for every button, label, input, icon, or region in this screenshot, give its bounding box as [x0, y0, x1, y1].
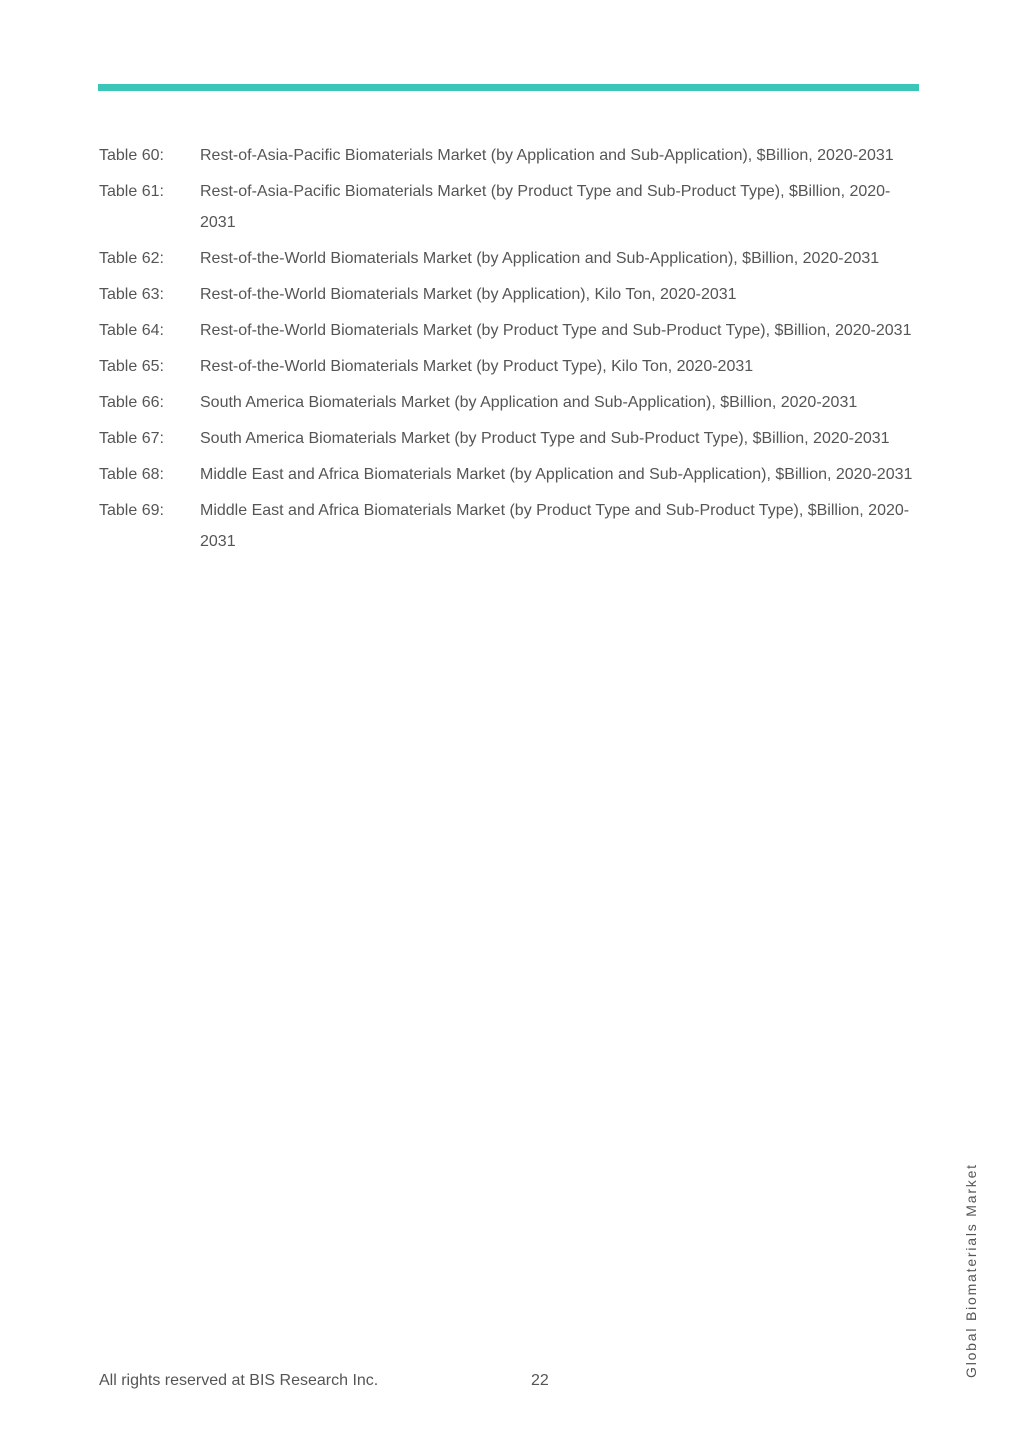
table-title: Rest-of-Asia-Pacific Biomaterials Market (by Application and Sub-Application), $Billion, 2020-2031 [200, 147, 894, 164]
table-title: Rest-of-the-World Biomaterials Market (by Product Type and Sub-Product Type), $Billion, 2020-2031 [200, 322, 912, 339]
toc-entry [99, 243, 921, 274]
table-title: Rest-of-Asia-Pacific Biomaterials Market (by Product Type and Sub-Product Type), $Billion, 2020-2031 [200, 183, 891, 231]
table-title: Middle East and Africa Biomaterials Market (by Product Type and Sub-Product Type), $Billion, 2020-2031 [200, 502, 910, 550]
header-accent-rule [98, 84, 919, 91]
toc-entry [99, 459, 921, 490]
side-report-title: Global Biomaterials Market [963, 1163, 979, 1378]
toc-entry [99, 315, 921, 346]
list-of-tables [99, 140, 921, 562]
table-number: Table 67: [99, 430, 164, 447]
toc-entry [99, 140, 921, 171]
page-number: 22 [531, 1372, 549, 1389]
table-number: Table 68: [99, 466, 164, 483]
table-number: Table 66: [99, 394, 164, 411]
table-number: Table 62: [99, 250, 164, 267]
toc-entry [99, 387, 921, 418]
table-title: Rest-of-the-World Biomaterials Market (by Application and Sub-Application), $Billion, 2020-2031 [200, 250, 880, 267]
table-title: South America Biomaterials Market (by Product Type and Sub-Product Type), $Billion, 2020-2031 [200, 430, 890, 447]
table-number: Table 61: [99, 183, 164, 200]
table-number: Table 64: [99, 322, 164, 339]
toc-entry [99, 176, 921, 238]
toc-entry [99, 423, 921, 454]
table-title: Rest-of-the-World Biomaterials Market (by Product Type), Kilo Ton, 2020-2031 [200, 358, 754, 375]
table-number: Table 63: [99, 286, 164, 303]
table-title: Middle East and Africa Biomaterials Market (by Application and Sub-Application), $Billion, 2020-2031 [200, 466, 913, 483]
table-title: South America Biomaterials Market (by Application and Sub-Application), $Billion, 2020-2031 [200, 394, 858, 411]
table-number: Table 60: [99, 147, 164, 164]
table-number: Table 69: [99, 502, 164, 519]
footer-copyright: All rights reserved at BIS Research Inc. [99, 1372, 379, 1389]
toc-entry [99, 495, 921, 557]
table-title: Rest-of-the-World Biomaterials Market (by Application), Kilo Ton, 2020-2031 [200, 286, 737, 303]
toc-entry [99, 279, 921, 310]
table-number: Table 65: [99, 358, 164, 375]
toc-entry [99, 351, 921, 382]
